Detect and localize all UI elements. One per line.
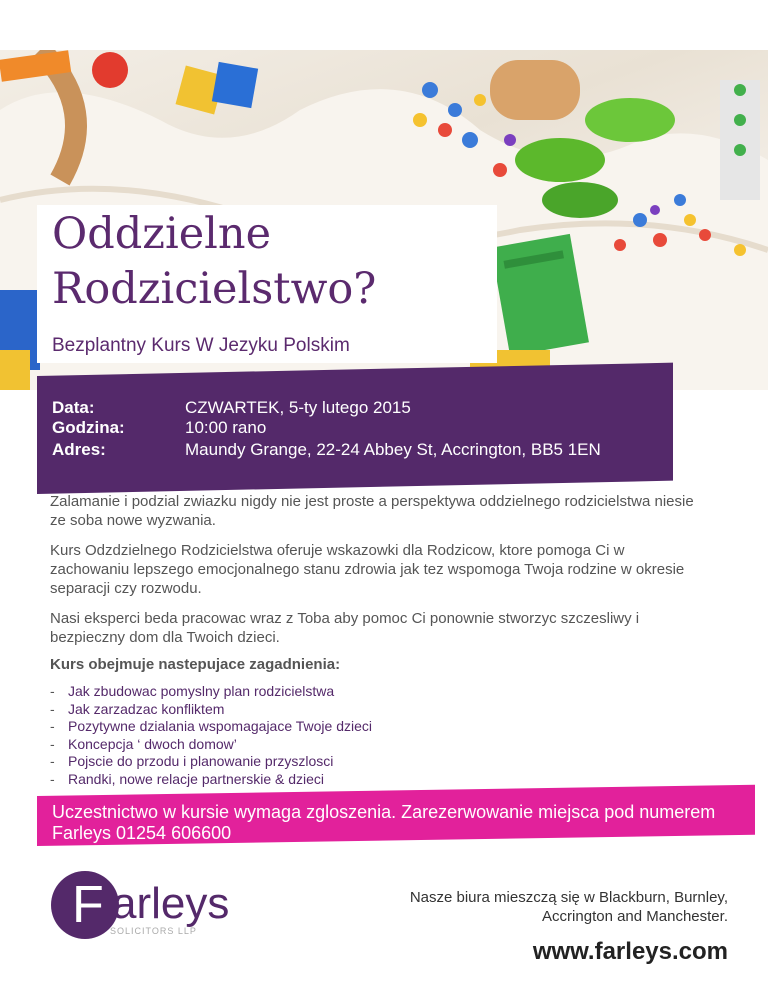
course-paragraph: Kurs Odzdzielnego Rodzicielstwa oferuje wskazowki dla Rodzicow, ktore pomoga Ci w zachowaniu lepszego emocjonalnego stanu zdrowia jak tez wspomoga Twoja rodzine w okresie separacji czy rozwodu. xyxy=(50,542,685,597)
logo-name: arleys xyxy=(112,879,230,928)
farleys-logo-mark xyxy=(50,870,250,940)
list-item: - Jak zbudowac pomyslny plan rodzicielstwa xyxy=(50,683,335,699)
list-item: - Randki, nowe relacje partnerskie & dzieci xyxy=(50,770,325,787)
list-item: - Koncepcja ‘ dwoch domow’ xyxy=(50,735,237,752)
event-info-panel xyxy=(37,363,673,494)
list-item: - Pozytywne dzialania wspomagajace Twoje dzieci xyxy=(50,718,373,734)
event-date-value: CZWARTEK, 5-ty lutego 2015 xyxy=(185,398,411,417)
event-date-label: Data: xyxy=(52,398,95,417)
list-item: - Jak zarzadzac konfliktem xyxy=(50,700,225,717)
farleys-logo xyxy=(50,870,250,940)
topics-list xyxy=(50,683,372,788)
website-link[interactable]: www.farleys.com xyxy=(532,938,728,965)
event-time-label: Godzina: xyxy=(52,418,125,437)
event-time-value: 10:00 rano xyxy=(185,418,267,437)
page-title: Oddzielne Rodzicielstwo? xyxy=(52,209,377,314)
list-item: - Pojscie do przodu i planowanie przyszlosci xyxy=(50,753,334,769)
logo-f-letter: F xyxy=(72,876,104,934)
registration-text: Uczestnictwo w kursie wymaga zgloszenia. Zarezerwowanie miejsca pod numerem Farleys 01254 606600 xyxy=(52,802,716,843)
experts-paragraph: Nasi eksperci beda pracowac wraz z Toba aby pomoc Ci ponownie stworzyc szczesliwy i bezpieczny dom dla Twoich dzieci. xyxy=(50,610,640,646)
event-address-value: Maundy Grange, 22-24 Abbey St, Accrington, BB5 1EN xyxy=(185,440,601,459)
page-subtitle: Bezplantny Kurs W Jezyku Polskim xyxy=(52,335,350,356)
intro-paragraph: Zalamanie i podzial zwiazku nigdy nie jest proste a perspektywa oddzielnego rodzicielstwa niesie ze soba nowe wyzwania. xyxy=(50,493,694,529)
event-address-label: Adres: xyxy=(52,440,106,459)
office-locations: Nasze biura mieszczą się w Blackburn, Burnley, Accrington and Manchester. xyxy=(409,889,728,925)
topics-heading: Kurs obejmuje nastepujace zagadnienia: xyxy=(50,656,341,673)
logo-subtitle: SOLICITORS LLP xyxy=(110,926,197,936)
